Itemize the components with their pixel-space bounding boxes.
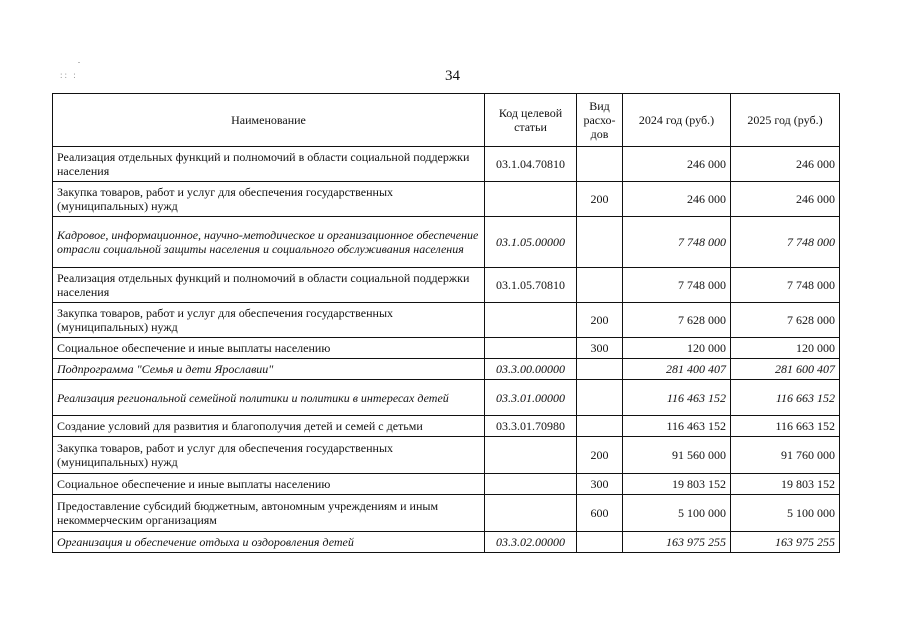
row-2025: 163 975 255: [731, 532, 840, 553]
table-row: [53, 380, 840, 416]
row-2025: 7 628 000: [731, 303, 840, 338]
table-row: [53, 416, 840, 437]
table-row: [53, 147, 840, 182]
row-2024: 7 628 000: [623, 303, 731, 338]
row-name: Реализация отдельных функций и полномочий в области социальной поддержки населения: [53, 147, 485, 182]
row-2025: 281 600 407: [731, 359, 840, 380]
row-2024: 246 000: [623, 182, 731, 217]
row-name: Закупка товаров, работ и услуг для обеспечения государственных (муниципальных) нужд: [53, 303, 485, 338]
row-2024: 116 463 152: [623, 416, 731, 437]
table-row: [53, 217, 840, 268]
row-2025: 246 000: [731, 147, 840, 182]
row-2025: 5 100 000: [731, 495, 840, 532]
table-header-row: [53, 94, 840, 147]
row-name: Подпрограмма "Семья и дети Ярославии": [53, 359, 485, 380]
row-2025: 116 663 152: [731, 380, 840, 416]
row-code: 03.3.01.00000: [485, 380, 577, 416]
row-code: 03.1.05.70810: [485, 268, 577, 303]
table-row: [53, 303, 840, 338]
row-name: Социальное обеспечение и иные выплаты населению: [53, 474, 485, 495]
row-vid: [577, 532, 623, 553]
header-2025: 2025 год (руб.): [731, 94, 840, 147]
row-2024: 19 803 152: [623, 474, 731, 495]
table-row: [53, 474, 840, 495]
table-row: [53, 495, 840, 532]
row-2025: 19 803 152: [731, 474, 840, 495]
row-vid: 200: [577, 437, 623, 474]
row-vid: [577, 147, 623, 182]
row-code: [485, 182, 577, 217]
row-2024: 91 560 000: [623, 437, 731, 474]
table-row: [53, 532, 840, 553]
header-2024: 2024 год (руб.): [623, 94, 731, 147]
row-2024: 120 000: [623, 338, 731, 359]
scan-speck: [78, 62, 80, 63]
row-vid: 300: [577, 338, 623, 359]
row-2025: 7 748 000: [731, 268, 840, 303]
header-code: Код целевой статьи: [485, 94, 577, 147]
scan-marks: :: :: [60, 70, 78, 80]
row-code: [485, 437, 577, 474]
row-vid: [577, 268, 623, 303]
row-code: [485, 303, 577, 338]
table-row: [53, 268, 840, 303]
row-2024: 7 748 000: [623, 268, 731, 303]
row-2024: 246 000: [623, 147, 731, 182]
row-name: Создание условий для развития и благополучия детей и семей с детьми: [53, 416, 485, 437]
table-row: [53, 338, 840, 359]
row-name: Реализация отдельных функций и полномочий в области социальной поддержки населения: [53, 268, 485, 303]
row-2024: 163 975 255: [623, 532, 731, 553]
row-vid: 300: [577, 474, 623, 495]
row-name: Кадровое, информационное, научно-методическое и организационное обеспечение отрасли социальной защиты населения и социального обслуживания населения: [53, 217, 485, 268]
row-name: Закупка товаров, работ и услуг для обеспечения государственных (муниципальных) нужд: [53, 437, 485, 474]
row-2024: 7 748 000: [623, 217, 731, 268]
row-name: Закупка товаров, работ и услуг для обеспечения государственных (муниципальных) нужд: [53, 182, 485, 217]
row-vid: [577, 380, 623, 416]
row-vid: [577, 359, 623, 380]
row-2024: 116 463 152: [623, 380, 731, 416]
row-vid: [577, 416, 623, 437]
row-name: Реализация региональной семейной политики и политики в интересах детей: [53, 380, 485, 416]
row-code: 03.3.01.70980: [485, 416, 577, 437]
row-code: [485, 474, 577, 495]
table-row: [53, 437, 840, 474]
row-code: [485, 338, 577, 359]
row-vid: [577, 217, 623, 268]
table-row: [53, 359, 840, 380]
row-2024: 5 100 000: [623, 495, 731, 532]
row-2025: 116 663 152: [731, 416, 840, 437]
table-row: [53, 182, 840, 217]
row-code: [485, 495, 577, 532]
header-vid: Вид расхо-дов: [577, 94, 623, 147]
row-name: Предоставление субсидий бюджетным, автономным учреждениям и иным некоммерческим организациям: [53, 495, 485, 532]
row-vid: 600: [577, 495, 623, 532]
row-code: 03.3.00.00000: [485, 359, 577, 380]
row-name: Социальное обеспечение и иные выплаты населению: [53, 338, 485, 359]
row-2025: 120 000: [731, 338, 840, 359]
header-name: Наименование: [53, 94, 485, 147]
row-code: 03.3.02.00000: [485, 532, 577, 553]
row-code: 03.1.04.70810: [485, 147, 577, 182]
row-2025: 91 760 000: [731, 437, 840, 474]
row-2025: 246 000: [731, 182, 840, 217]
row-2024: 281 400 407: [623, 359, 731, 380]
row-vid: 200: [577, 303, 623, 338]
budget-table: [52, 93, 840, 553]
row-2025: 7 748 000: [731, 217, 840, 268]
row-vid: 200: [577, 182, 623, 217]
page-number: 34: [445, 68, 460, 84]
row-code: 03.1.05.00000: [485, 217, 577, 268]
row-name: Организация и обеспечение отдыха и оздоровления детей: [53, 532, 485, 553]
